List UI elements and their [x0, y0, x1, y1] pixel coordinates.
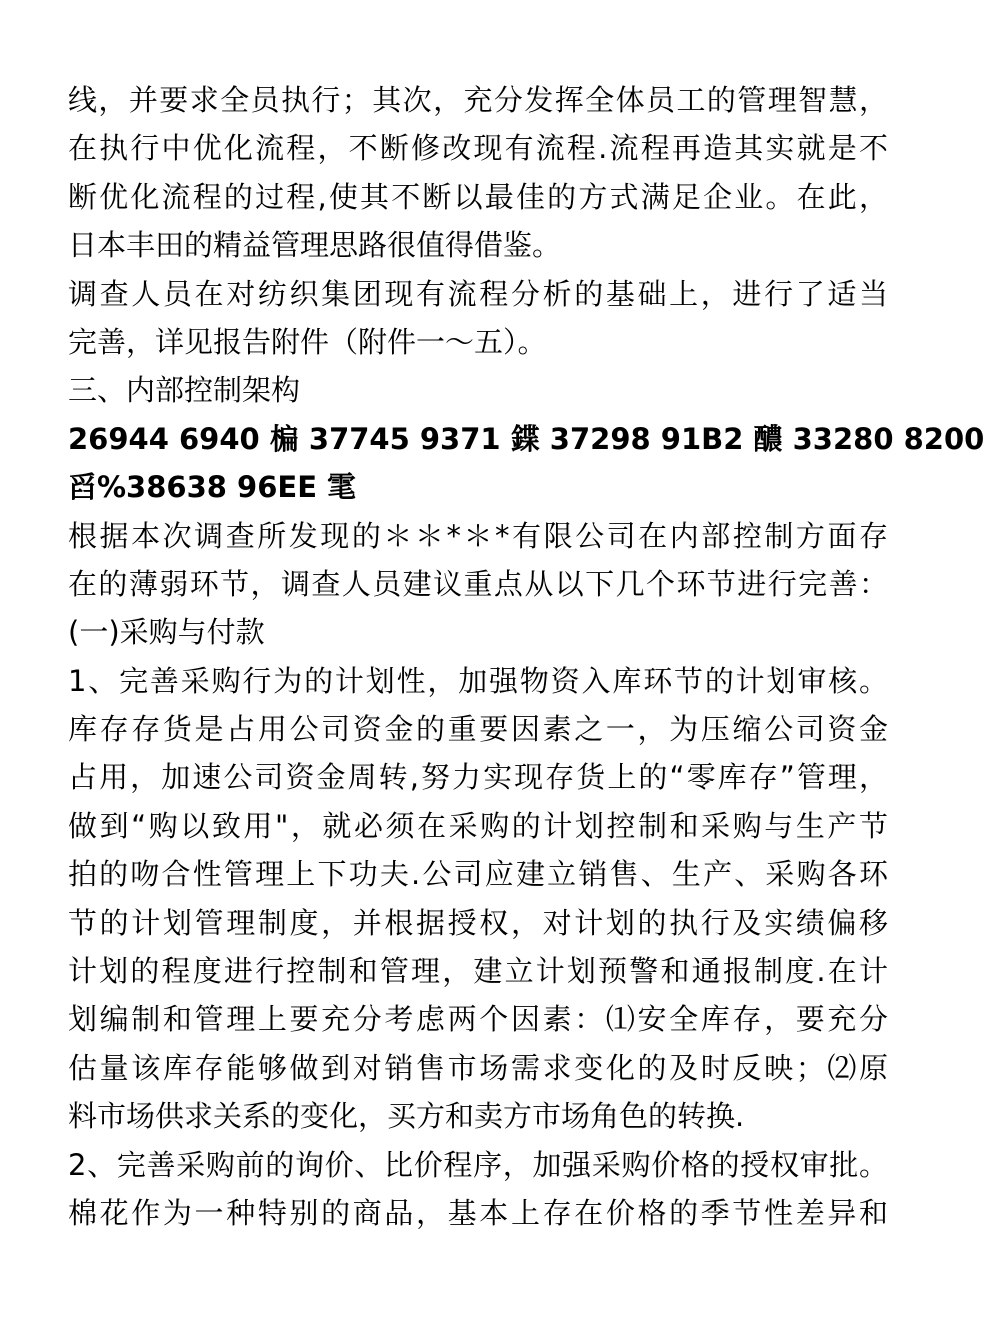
text-line: 节的计划管理制度，并根据授权，对计划的执行及实绩偏移	[68, 905, 888, 940]
text-line: 料市场供求关系的变化，买方和卖方市场角色的转换.	[68, 1099, 745, 1134]
document-body	[68, 76, 984, 1237]
text-line: 占用，加速公司资金周转,努力实现存货上的“零库存”管理，	[68, 760, 888, 795]
garbled-text-line: 舀%38638 96EE 雮	[68, 470, 357, 505]
text-line: 日本丰田的精益管理思路很值得借鉴。	[68, 228, 562, 263]
text-line: 完善，详见报告附件（附件一～五）。	[68, 324, 547, 359]
garbled-text-line: 26944 6940 楄 37745 9371 鍱 37298 91B2 醲 33280 8200	[68, 421, 984, 456]
text-line: 估量该库存能够做到对销售市场需求变化的及时反映；⑵原	[68, 1050, 888, 1085]
text-line: 棉花作为一种特别的商品，基本上存在价格的季节性差异和	[68, 1195, 888, 1230]
text-line: 根据本次调查所发现的＊＊*＊*有限公司在内部控制方面存	[68, 518, 888, 553]
numbered-item-heading: 1、完善采购行为的计划性，加强物资入库环节的计划审核。	[68, 663, 888, 698]
subsection-heading: (一)采购与付款	[68, 615, 265, 650]
text-line: 做到“购以致用"，就必须在采购的计划控制和采购与生产节	[68, 808, 888, 843]
text-line: 在的薄弱环节，调查人员建议重点从以下几个环节进行完善：	[68, 566, 888, 601]
numbered-item-heading: 2、完善采购前的询价、比价程序，加强采购价格的授权审批。	[68, 1147, 888, 1182]
text-line: 计划的程度进行控制和管理，建立计划预警和通报制度.在计	[68, 954, 888, 989]
text-line: 划编制和管理上要充分考虑两个因素：⑴安全库存，要充分	[68, 1002, 888, 1037]
text-line: 断优化流程的过程,使其不断以最佳的方式满足企业。在此，	[68, 179, 888, 214]
text-line: 在执行中优化流程，不断修改现有流程.流程再造其实就是不	[68, 131, 888, 166]
text-line: 线，并要求全员执行；其次，充分发挥全体员工的管理智慧，	[68, 83, 888, 117]
text-line: 库存存货是占用公司资金的重要因素之一，为压缩公司资金	[68, 712, 888, 747]
text-line: 调查人员在对纺织集团现有流程分析的基础上，进行了适当	[68, 276, 888, 311]
text-line: 拍的吻合性管理上下功夫.公司应建立销售、生产、采购各环	[68, 857, 888, 892]
section-heading: 三、内部控制架构	[68, 373, 301, 408]
